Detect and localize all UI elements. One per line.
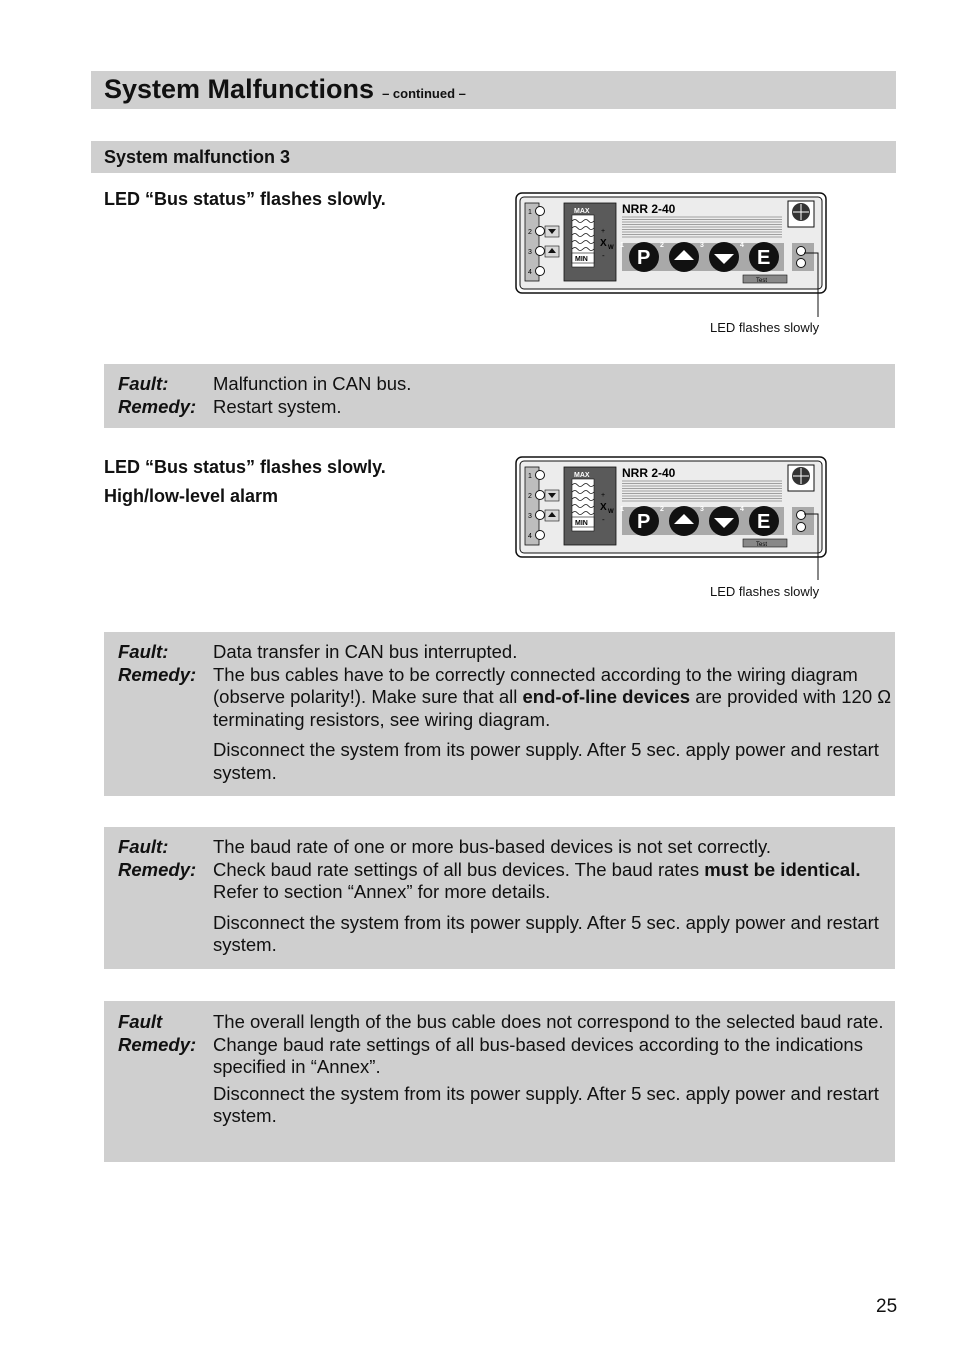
fault-label: Fault: (118, 836, 169, 857)
remedy-text: Change baud rate settings of all bus-based devices according to the indications specified in “Annex”. (213, 1033, 863, 1077)
e-key-label: E (757, 511, 771, 533)
case2-subheading: High/low-level alarm (104, 486, 279, 506)
terminal-led (536, 247, 545, 256)
continued-label: – continued – (382, 86, 466, 101)
fault-text: Malfunction in CAN bus. (213, 373, 412, 394)
plus-label: + (601, 228, 606, 235)
key-number: 3 (700, 506, 704, 513)
key-number: 3 (700, 242, 704, 249)
section-title-bar (91, 141, 896, 173)
key-number: 4 (740, 506, 744, 513)
key-number: 4 (740, 242, 744, 249)
remedy-label: Remedy: (118, 395, 197, 417)
remedy-text: The bus cables have to be correctly connected according to the wiring diagram (observe polarity!). Make sure that all end-of-line devices are provided with 120 Ω terminating resistors, see wiring diagram. (213, 663, 892, 730)
max-label: MAX (574, 472, 590, 479)
terminal-number: 2 (528, 229, 532, 236)
led-callout-line-1 (780, 245, 830, 325)
terminal-number: 4 (528, 533, 532, 540)
terminal-led (536, 227, 545, 236)
terminal-led (536, 207, 545, 216)
remedy-label: Remedy: (118, 858, 197, 880)
case1-heading: LED “Bus status” flashes slowly. (104, 189, 386, 209)
test-label: Test (756, 542, 768, 548)
key-number: 1 (620, 506, 624, 513)
test-label: Test (756, 278, 768, 284)
key-number: 2 (660, 506, 664, 513)
terminal-number: 3 (528, 249, 532, 256)
terminal-led (536, 267, 545, 276)
min-label: MIN (575, 520, 588, 527)
fault-text: Data transfer in CAN bus interrupted. (213, 641, 518, 662)
minus-label: - (602, 515, 605, 524)
page-number: 25 (876, 1296, 898, 1317)
remedy-paragraph: Disconnect the system from its power supply. After 5 sec. apply power and restart system. (213, 911, 879, 955)
page-title-bar (91, 71, 896, 109)
page-title: System Malfunctions – continued – (104, 74, 466, 104)
xw-label: X (600, 238, 607, 249)
plus-label: + (601, 492, 606, 499)
remedy-label: Remedy: (118, 1033, 197, 1055)
terminal-number: 2 (528, 493, 532, 500)
terminal-number: 1 (528, 209, 532, 216)
case2-heading: LED “Bus status” flashes slowly. (104, 457, 386, 477)
xw-subscript: W (608, 509, 614, 515)
xw-subscript: W (608, 245, 614, 251)
terminal-number: 3 (528, 513, 532, 520)
section-title: System malfunction 3 (104, 147, 291, 167)
remedy-text: Check baud rate settings of all bus devices. The baud rates must be identical. Refer to section “Annex” for more details. (213, 858, 861, 902)
terminal-led (536, 511, 545, 520)
max-label: MAX (574, 208, 590, 215)
fault-text: The overall length of the bus cable does not correspond to the selected baud rate. (213, 1011, 884, 1032)
remedy-label: Remedy: (118, 663, 197, 685)
terminal-number: 1 (528, 473, 532, 480)
key-number: 1 (620, 242, 624, 249)
fault-label: Fault: (118, 373, 169, 394)
terminal-led (536, 531, 545, 540)
p-key-label: P (637, 511, 651, 533)
key-number: 2 (660, 242, 664, 249)
terminal-led (536, 471, 545, 480)
led-callout-line-2 (780, 506, 830, 586)
minus-label: - (602, 251, 605, 260)
fault-box-1 (104, 364, 895, 428)
model-name: NRR 2-40 (622, 202, 676, 216)
remedy-paragraph: Disconnect the system from its power supply. After 5 sec. apply power and restart system. (213, 739, 879, 783)
xw-label: X (600, 502, 607, 513)
terminal-number: 4 (528, 269, 532, 276)
remedy-text: Restart system. (213, 395, 342, 417)
fault-text: The baud rate of one or more bus-based devices is not set correctly. (213, 836, 772, 857)
fault-label: Fault (118, 1011, 163, 1032)
min-label: MIN (575, 256, 588, 263)
fault-box-4 (104, 1001, 895, 1162)
p-key-label: P (637, 247, 651, 269)
fault-box-2 (104, 632, 895, 796)
led-caption-2: LED flashes slowly (710, 584, 820, 599)
terminal-led (536, 491, 545, 500)
model-name: NRR 2-40 (622, 466, 676, 480)
remedy-paragraph: Disconnect the system from its power supply. After 5 sec. apply power and restart system. (213, 1082, 879, 1126)
fault-box-3 (104, 827, 895, 969)
fault-label: Fault: (118, 641, 169, 662)
e-key-label: E (757, 247, 771, 269)
led-caption-1: LED flashes slowly (710, 320, 820, 335)
